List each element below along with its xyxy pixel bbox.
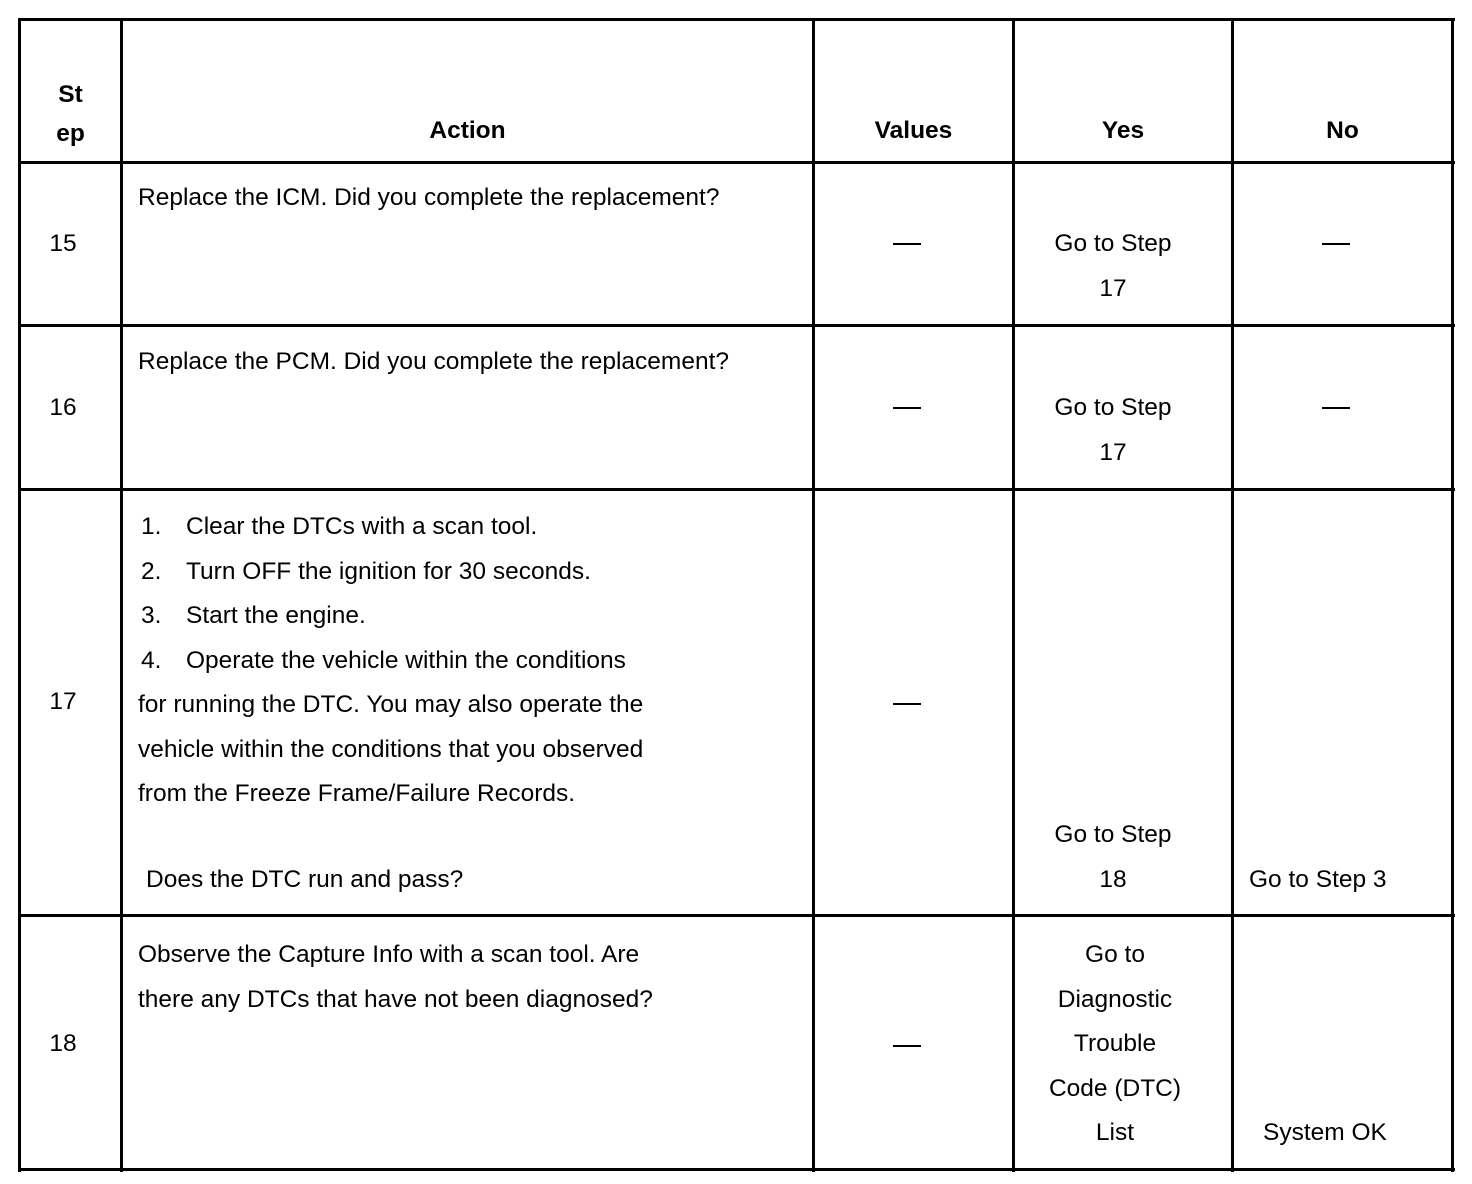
header-action: Action xyxy=(429,116,506,144)
action-text: Replace the ICM. Did you complete the replacement? xyxy=(138,184,720,211)
list-text: Clear the DTCs with a scan tool. xyxy=(186,513,538,540)
header-step xyxy=(21,70,120,161)
no-cell: Go to Step 3 xyxy=(1249,866,1387,893)
row-divider xyxy=(18,161,1455,164)
list-number: 2. xyxy=(141,557,162,585)
row-divider xyxy=(18,914,1455,917)
yes-line: Go to Step xyxy=(1054,821,1172,848)
em-dash xyxy=(893,407,921,409)
list-number: 1. xyxy=(141,513,162,540)
yes-line: 17 xyxy=(1099,438,1127,466)
list-item xyxy=(138,594,812,639)
list-number: 4. xyxy=(141,646,162,674)
values-cell xyxy=(815,682,999,726)
yes-line: Go to Step xyxy=(1054,230,1172,257)
column-divider xyxy=(812,18,815,1172)
yes-line: Code (DTC) xyxy=(1048,1074,1182,1102)
action-line: Observe the Capture Info with a scan tool. Are xyxy=(138,941,640,968)
step-number: 16 xyxy=(49,394,77,421)
action-question: Does the DTC run and pass? xyxy=(146,866,464,893)
yes-line: 18 xyxy=(1099,865,1127,893)
yes-cell xyxy=(1015,813,1211,902)
step-number: 17 xyxy=(49,688,77,715)
no-cell: System OK xyxy=(1263,1119,1387,1146)
no-cell xyxy=(1234,222,1437,266)
yes-line: List xyxy=(1095,1119,1135,1146)
list-item xyxy=(138,550,812,595)
yes-cell xyxy=(1015,222,1211,311)
yes-cell xyxy=(1015,933,1215,1156)
values-cell xyxy=(815,222,999,266)
values-cell xyxy=(815,386,999,430)
list-text: Operate the vehicle within the conditions xyxy=(186,646,626,674)
header-step-line: St xyxy=(58,81,83,108)
em-dash xyxy=(1322,243,1350,245)
yes-line: Go to Step xyxy=(1054,394,1172,421)
header-yes: Yes xyxy=(1101,116,1145,144)
yes-line: 17 xyxy=(1099,274,1127,302)
values-cell xyxy=(815,1024,999,1068)
action-continuation: from the Freeze Frame/Failure Records. xyxy=(138,780,576,807)
yes-line: Go to xyxy=(1085,941,1145,968)
step-number: 15 xyxy=(49,230,77,257)
action-text xyxy=(121,505,812,817)
list-item xyxy=(138,639,812,684)
action-continuation: vehicle within the conditions that you observed xyxy=(138,735,644,763)
step-number: 18 xyxy=(49,1030,77,1057)
em-dash xyxy=(893,1045,921,1047)
header-step-line: ep xyxy=(56,120,85,147)
no-cell xyxy=(1234,386,1437,430)
table-border-left xyxy=(18,18,21,1172)
yes-cell xyxy=(1015,386,1211,475)
action-text: Replace the PCM. Did you complete the replacement? xyxy=(138,348,730,375)
action-line: there any DTCs that have not been diagnosed? xyxy=(138,985,653,1013)
row-divider xyxy=(18,488,1455,491)
em-dash xyxy=(893,243,921,245)
action-continuation: for running the DTC. You may also operate the xyxy=(138,691,644,718)
header-values: Values xyxy=(874,116,953,144)
list-item xyxy=(138,505,812,550)
action-text xyxy=(121,933,812,1022)
list-text: Turn OFF the ignition for 30 seconds. xyxy=(186,557,591,585)
row-divider xyxy=(18,324,1455,327)
em-dash xyxy=(1322,407,1350,409)
yes-line: Diagnostic xyxy=(1057,985,1173,1013)
em-dash xyxy=(893,703,921,705)
table-border-bottom xyxy=(18,1168,1455,1171)
table-border-right xyxy=(1451,18,1454,1172)
yes-line: Trouble xyxy=(1073,1030,1157,1057)
column-divider xyxy=(1231,18,1234,1172)
list-number: 3. xyxy=(141,602,162,629)
header-no: No xyxy=(1326,116,1359,144)
list-text: Start the engine. xyxy=(186,602,366,629)
